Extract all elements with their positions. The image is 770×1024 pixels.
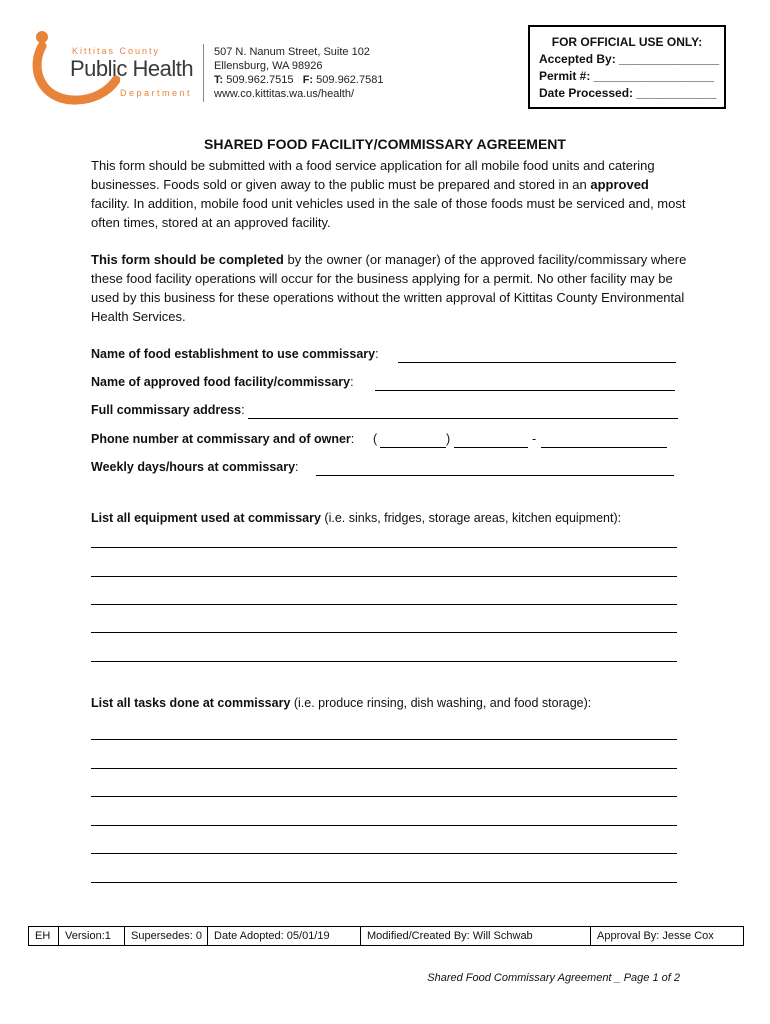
facility-name-label: Name of approved food facility/commissary:: [91, 375, 354, 389]
phone-number-line-2[interactable]: [541, 447, 667, 448]
fax-label: F:: [302, 74, 314, 86]
fax-number: 509.962.7581: [316, 74, 384, 86]
page-footer: Shared Food Commissary Agreement _ Page 1 of 2: [427, 972, 680, 984]
phone-area-close-paren: ): [446, 432, 451, 446]
tasks-line[interactable]: [91, 739, 677, 740]
official-use-box: [528, 25, 726, 109]
phone-area-code-line[interactable]: [380, 447, 446, 448]
equipment-line[interactable]: [91, 547, 677, 548]
permit-number-field: Permit #: __________________: [539, 69, 714, 83]
equipment-line[interactable]: [91, 632, 677, 633]
tasks-line[interactable]: [91, 853, 677, 854]
equipment-section-label: List all equipment used at commissary (i.e. sinks, fridges, storage areas, kitchen equipment):: [91, 511, 622, 525]
footer-cell-supersedes: Supersedes: 0: [125, 927, 208, 945]
address-city: Ellensburg, WA 98926: [214, 60, 323, 72]
establishment-name-label: Name of food establishment to use commissary:: [91, 347, 379, 361]
date-processed-field: Date Processed: ____________: [539, 86, 717, 100]
address-street: 507 N. Nanum Street, Suite 102: [214, 46, 370, 58]
phone-numbers-label: Phone number at commissary and of owner:: [91, 432, 355, 446]
logo-department-text: Department: [120, 88, 193, 98]
logo-county-text: Kittitas County: [72, 46, 161, 56]
establishment-name-line[interactable]: [398, 362, 676, 363]
equipment-line[interactable]: [91, 604, 677, 605]
intro-paragraph-2: This form should be completed by the owner (or manager) of the approved facility/commissary where these food facility operations will occur for the business applying for a permit. No other facility may be used by this business for these operations without the written approval of Kittitas County Environmental Health Services.: [91, 252, 687, 324]
footer-cell-approval-by: Approval By: Jesse Cox: [597, 930, 714, 942]
tasks-line[interactable]: [91, 796, 677, 797]
footer-cell-date-adopted: Date Adopted: 05/01/19: [208, 927, 361, 945]
phone-dash: -: [532, 432, 537, 446]
tasks-line[interactable]: [91, 882, 677, 883]
tasks-line[interactable]: [91, 825, 677, 826]
accepted-by-field: Accepted By: _______________: [539, 52, 720, 66]
equipment-line[interactable]: [91, 661, 677, 662]
tasks-section-label: List all tasks done at commissary (i.e. produce rinsing, dish washing, and food storage):: [91, 696, 592, 710]
equipment-line[interactable]: [91, 576, 677, 577]
facility-name-line[interactable]: [375, 390, 675, 391]
form-title: SHARED FOOD FACILITY/COMMISSARY AGREEMENT: [204, 136, 566, 152]
address-web[interactable]: www.co.kittitas.wa.us/health/: [214, 88, 355, 100]
commissary-address-label: Full commissary address:: [91, 403, 245, 417]
tasks-line[interactable]: [91, 768, 677, 769]
commissary-address-line[interactable]: [248, 418, 678, 419]
logo-divider: [203, 44, 204, 102]
phone-number-line-1[interactable]: [454, 447, 528, 448]
footer-cell-version: Version:1: [59, 927, 125, 945]
address-phone-line: [214, 74, 383, 86]
weekly-hours-label: Weekly days/hours at commissary:: [91, 460, 299, 474]
phone-label: T:: [214, 74, 224, 86]
weekly-hours-line[interactable]: [316, 475, 674, 476]
document-control-table: [28, 926, 744, 946]
phone-area-open-paren: (: [373, 432, 378, 446]
footer-cell-eh: EH: [29, 927, 59, 945]
intro-paragraph-1: This form should be submitted with a food service application for all mobile food units and catering businesses. Foods sold or given away to the public must be prepared and stored in an approved facility. In addition, mobile food unit vehicles used in the sale of those foods must be serviced and, most often times, stored at an approved facility.: [91, 158, 686, 230]
phone-number: 509.962.7515: [226, 74, 294, 86]
footer-cell-modified-by: Modified/Created By: Will Schwab: [361, 927, 591, 945]
official-use-title: FOR OFFICIAL USE ONLY:: [551, 35, 703, 49]
logo-public-health-text: Public Health: [70, 56, 194, 81]
